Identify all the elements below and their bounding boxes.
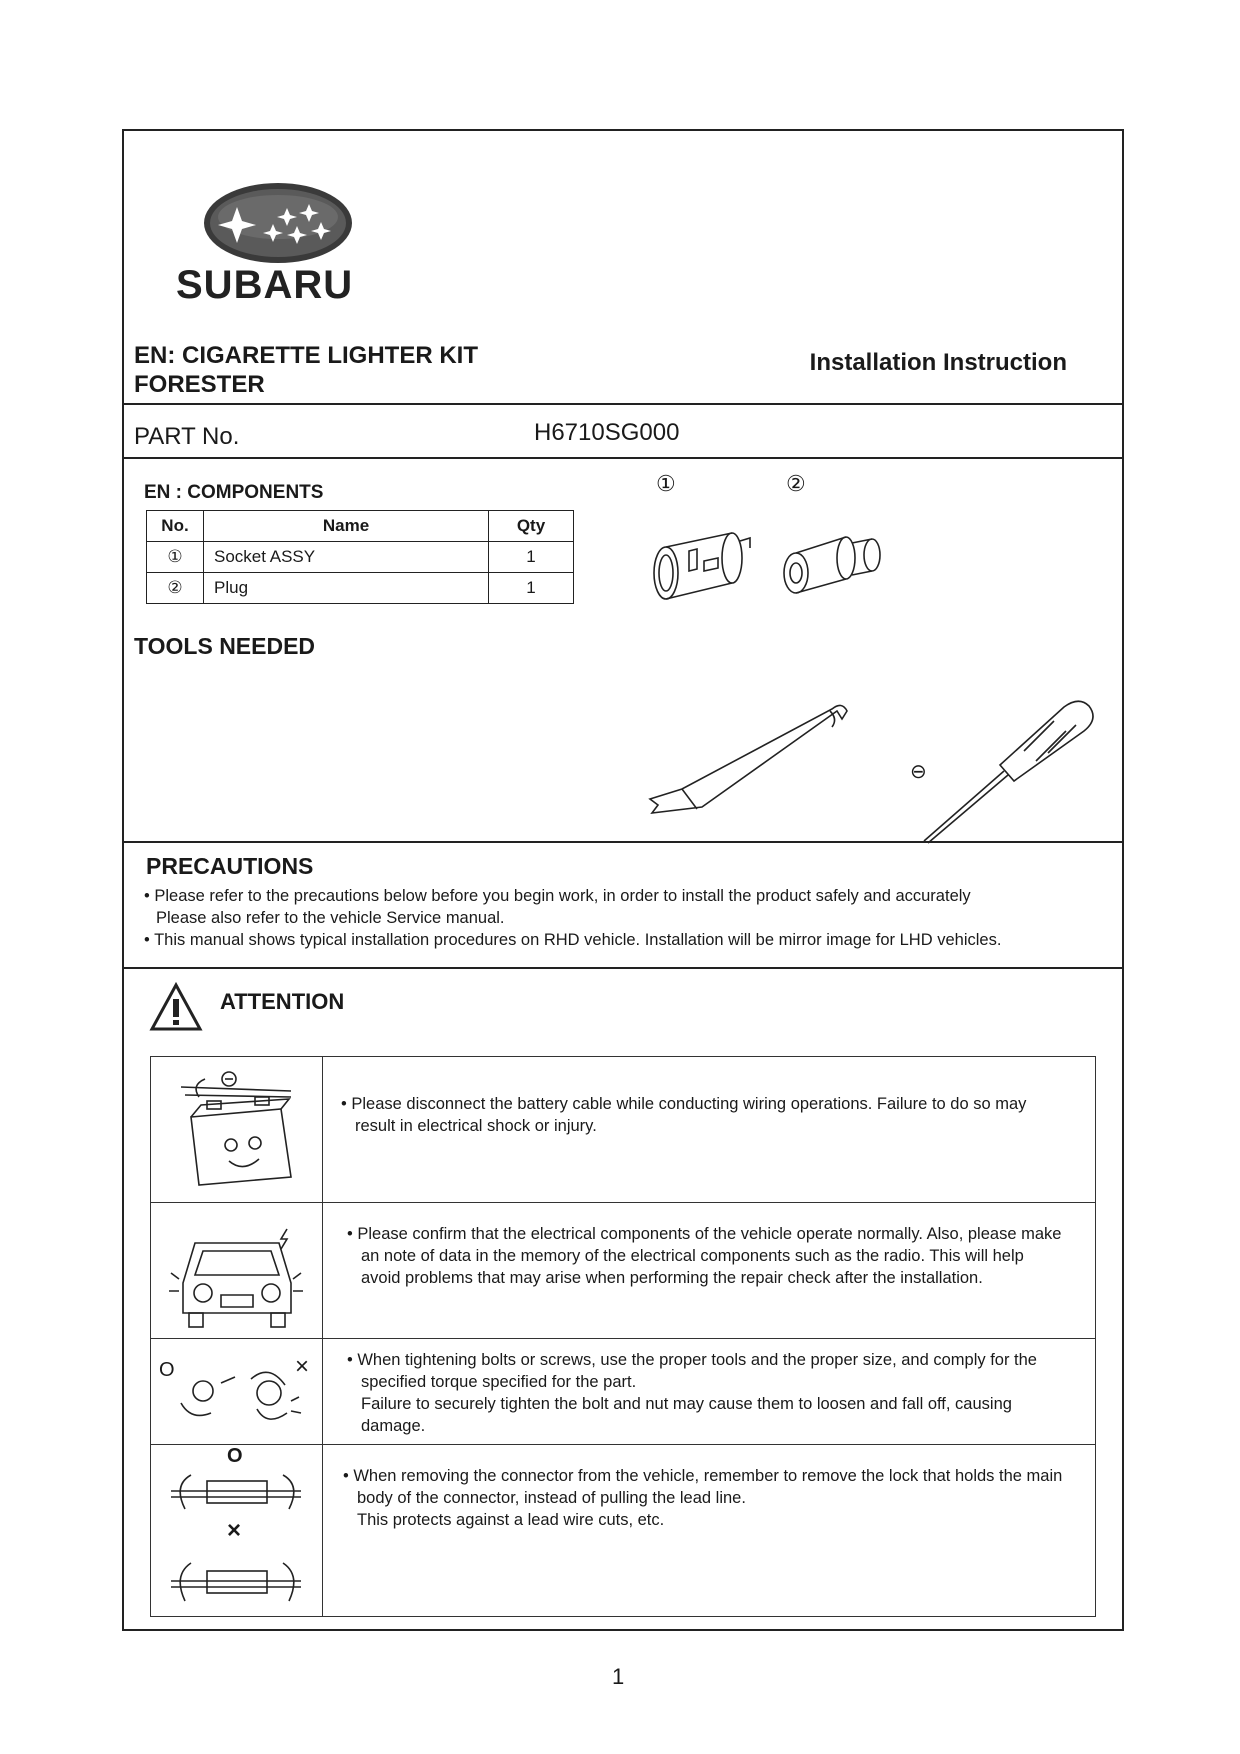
table-row: [147, 573, 574, 604]
attention-row: [151, 1339, 1095, 1445]
column-header: No.: [147, 511, 204, 542]
attention-text: [343, 1349, 1065, 1437]
precautions-heading: PRECAUTIONS: [146, 853, 314, 879]
page-number: 1: [612, 1664, 625, 1689]
title-line-1: EN: CIGARETTE LIGHTER KIT: [134, 342, 478, 369]
flathead-screwdriver-icon: [904, 691, 1124, 851]
attention-text-line: • When removing the connector from the vehicle, remember to remove the lock that holds the main body of the connector, instead of pulling the lead line.: [343, 1467, 1063, 1507]
table-header-row: [147, 511, 574, 542]
attention-text: [339, 1465, 1065, 1531]
attention-text: • Please disconnect the battery cable while conducting wiring operations. Failure to do so may result in electrical shock or injury.: [341, 1095, 1027, 1135]
attention-picture-cell: [151, 1057, 323, 1202]
component-label-1: ①: [656, 471, 676, 496]
precautions-text: [144, 885, 1114, 951]
component-name: Plug: [204, 573, 489, 604]
precaution-line: • This manual shows typical installation procedures on RHD vehicle. Installation will be mirror image for LHD vehicles.: [144, 931, 1002, 949]
precaution-line: • Please refer to the precautions below before you begin work, in order to install the product safely and accurately: [144, 887, 971, 905]
warning-triangle-icon: [148, 981, 204, 1033]
attention-row: [151, 1203, 1095, 1339]
document-title: [134, 341, 478, 399]
divider: [124, 841, 1122, 843]
table-row: [147, 542, 574, 573]
attention-row: [151, 1445, 1095, 1616]
title-line-2: FORESTER: [134, 371, 265, 398]
correct-mark: O: [159, 1359, 175, 1381]
column-header: Qty: [489, 511, 574, 542]
attention-text-line: • When tightening bolts or screws, use the proper tools and the proper size, and comply for the specified torque specified for the part.: [347, 1351, 1037, 1391]
socket-assy-icon: [644, 521, 764, 611]
divider: [124, 967, 1122, 969]
component-no: ②: [147, 573, 204, 604]
divider: [124, 403, 1122, 405]
component-name: Socket ASSY: [204, 542, 489, 573]
component-qty: 1: [489, 542, 574, 573]
incorrect-mark: ×: [227, 1517, 242, 1544]
document-frame: [122, 129, 1124, 1631]
component-label-2: ②: [786, 471, 806, 496]
document-type: Installation Instruction: [809, 349, 1067, 376]
minus-symbol: ⊖: [910, 761, 927, 783]
brand-wordmark: SUBARU: [176, 263, 354, 307]
battery-disconnect-icon: [151, 1057, 323, 1203]
part-number: H6710SG000: [534, 419, 680, 446]
correct-mark: O: [227, 1445, 243, 1467]
component-no: ①: [147, 542, 204, 573]
precaution-line: Please also refer to the vehicle Service manual.: [156, 909, 505, 927]
attention-text: • Please confirm that the electrical components of the vehicle operate normally. Also, please make an note of data in the memory of the electrical components such as the radio. This will help avoid problems that may arise when performing the repair check after the installation.: [347, 1225, 1062, 1287]
column-header: Name: [204, 511, 489, 542]
car-electrical-check-icon: [151, 1203, 323, 1339]
part-label: PART No.: [134, 423, 240, 450]
components-heading: EN : COMPONENTS: [144, 482, 324, 503]
attention-heading: ATTENTION: [220, 989, 345, 1014]
attention-picture-cell: [151, 1445, 323, 1616]
trim-removal-tool-icon: [642, 689, 862, 829]
attention-table: [150, 1056, 1096, 1617]
component-qty: 1: [489, 573, 574, 604]
divider: [124, 457, 1122, 459]
attention-text-line: Failure to securely tighten the bolt and nut may cause them to loosen and fall off, causing damage.: [361, 1395, 1012, 1435]
attention-picture-cell: [151, 1203, 323, 1338]
plug-icon: [776, 521, 896, 611]
attention-row: [151, 1057, 1095, 1203]
tools-heading: TOOLS NEEDED: [134, 633, 316, 659]
attention-text-line: This protects against a lead wire cuts, etc.: [357, 1511, 665, 1529]
components-table: [146, 510, 574, 604]
incorrect-mark: ×: [295, 1353, 310, 1380]
attention-picture-cell: [151, 1339, 323, 1444]
